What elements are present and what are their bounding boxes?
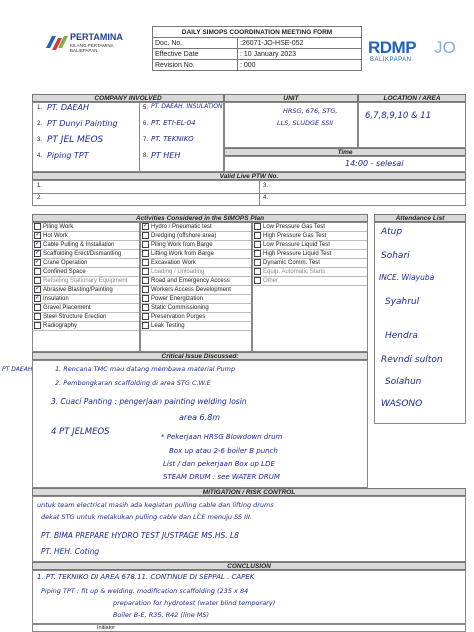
activity-label: Workers Access Development: [151, 287, 231, 294]
checkbox-icon[interactable]: [254, 250, 261, 257]
activity-label: Piling Work: [43, 224, 74, 231]
critical-line: 4 PT JELMEOS: [51, 427, 110, 437]
company-entry: Piping TPT: [47, 151, 89, 160]
activity-label: Hydro / Pneumatic test: [151, 224, 212, 231]
activity-item[interactable]: [141, 304, 251, 313]
checkbox-icon[interactable]: [254, 277, 261, 284]
activity-label: Dynamic Comm. Test: [263, 260, 320, 267]
mitigation-box: [32, 496, 466, 562]
unit-line: LLS, SLUDGE SSII: [277, 119, 334, 127]
activity-label: Crane Operation: [43, 260, 88, 267]
unit-box: [224, 102, 358, 148]
attendance-entry: Hendra: [385, 331, 418, 341]
rdmp-jo: JO: [434, 38, 456, 57]
unit-line: HRSG, 676, STG,: [283, 107, 338, 115]
critical-line: Box up atau 2-6 boiler B punch: [169, 447, 278, 455]
rdmp-logo: [368, 38, 464, 68]
doc-no-label: Doc. No.: [153, 38, 238, 49]
rev-no-value: : 000: [238, 60, 362, 71]
doc-header-table: [152, 26, 362, 71]
activity-label: Loading / Unloading: [151, 269, 205, 276]
checkbox-icon[interactable]: [142, 241, 149, 248]
activity-item[interactable]: [33, 322, 139, 331]
activity-item[interactable]: [141, 322, 251, 331]
activity-label: Radiography: [43, 323, 78, 330]
activity-item[interactable]: [141, 277, 251, 286]
activity-item[interactable]: [33, 277, 139, 286]
activity-item[interactable]: [141, 286, 251, 295]
company-box: [32, 102, 224, 172]
activity-item[interactable]: [253, 232, 367, 241]
conclusion-box: [32, 570, 466, 624]
critical-line: area 6.8m: [179, 413, 221, 422]
checkbox-checked-icon[interactable]: ✓: [35, 295, 41, 301]
company-entry: PT. TEKNIKO: [151, 135, 194, 143]
checkbox-checked-icon[interactable]: ✓: [35, 259, 41, 265]
critical-box: [32, 360, 368, 488]
rdmp-main: RDMP: [368, 38, 417, 57]
activity-item[interactable]: [141, 259, 251, 268]
activity-label: Power Energization: [151, 296, 204, 303]
pertamina-logo-icon: [42, 30, 70, 54]
activity-item[interactable]: [253, 223, 367, 232]
checkbox-checked-icon[interactable]: ✓: [143, 223, 149, 229]
conclusion-line: preparation for hydrotest (water blind temporary): [113, 599, 276, 607]
activity-item[interactable]: [141, 223, 251, 232]
activity-item[interactable]: [253, 268, 367, 277]
company-entry: PT Dunyi Painting: [47, 119, 118, 128]
activity-item[interactable]: [141, 232, 251, 241]
activity-item[interactable]: [33, 304, 139, 313]
location-value: 6,7,8,9,10 & 11: [365, 111, 432, 121]
location-header: LOCATION / AREA: [358, 94, 466, 102]
time-box: [224, 156, 466, 172]
activity-label: Road and Emergency Access: [151, 278, 230, 285]
attendance-entry: Syahrul: [385, 297, 420, 307]
activity-item[interactable]: [33, 286, 139, 295]
activity-item[interactable]: [253, 277, 367, 286]
critical-line: 2. Pembongkaran scaffolding di area STG C.W.E: [55, 379, 211, 387]
eff-date-label: Effective Date: [153, 49, 238, 60]
rev-no-label: Revision No.: [153, 60, 238, 71]
conclusion-line: Boiler B-E, R35, R42 (line MS): [113, 611, 210, 619]
company-num: 1.: [37, 105, 43, 111]
checkbox-checked-icon[interactable]: ✓: [35, 250, 41, 256]
activity-label: Refueling Stationary Equipment: [43, 278, 128, 285]
ptw-num: 3.: [263, 183, 269, 189]
ptw-box: [32, 180, 466, 206]
checkbox-icon[interactable]: [142, 268, 149, 275]
checkbox-checked-icon[interactable]: ✓: [35, 286, 41, 292]
checkbox-icon[interactable]: [142, 232, 149, 239]
activity-item[interactable]: [33, 250, 139, 259]
activity-item[interactable]: [141, 295, 251, 304]
footer-row: [32, 624, 466, 632]
location-box: [358, 102, 466, 148]
activity-item[interactable]: [33, 295, 139, 304]
company-num: 8.: [143, 153, 149, 159]
valid-ptw-header: Valid Live PTW No.: [32, 172, 466, 180]
activity-label: High Pressure Liquid Test: [263, 251, 332, 258]
activity-item[interactable]: [141, 250, 251, 259]
company-entry: PT. ETI-EL-04: [151, 119, 196, 127]
activity-label: Confined Space: [43, 269, 86, 276]
activity-item[interactable]: [33, 259, 139, 268]
conclusion-line: Piping TPT : fit up & welding, modification scaffolding (235 x 84: [41, 587, 249, 595]
attendance-entry: WASONO: [381, 399, 423, 409]
activity-item[interactable]: [253, 250, 367, 259]
activity-label: Cable Pulling & Installation: [43, 242, 115, 249]
initiator-label: Initiator: [97, 625, 116, 631]
activity-item[interactable]: [141, 241, 251, 250]
activity-label: Preservation Purges: [151, 314, 206, 321]
checkbox-icon[interactable]: [142, 259, 149, 266]
activity-label: High Pressure Gas Test: [263, 233, 327, 240]
activity-item[interactable]: [253, 241, 367, 250]
form-title: DAILY SIMOPS COORDINATION MEETING FORM: [153, 27, 362, 38]
activity-label: Low Pressure Gas Test: [263, 224, 325, 231]
company-entry: PT. DAEAH. INSULATION: [151, 103, 223, 110]
checkbox-icon[interactable]: [254, 223, 261, 230]
conclusion-line: 1. PT. TEKNIKO DI AREA 678.11. CONTINUE DI SEPPAL . CAPEK: [37, 573, 255, 581]
activities-col-2: [140, 222, 252, 352]
critical-line: * Pekerjaan HRSG Blowdown drum: [161, 433, 283, 441]
activity-item[interactable]: [141, 313, 251, 322]
activity-label: Lifting Work from Barge: [151, 251, 214, 258]
company-num: 4.: [37, 153, 43, 159]
ptw-num: 2.: [37, 195, 43, 201]
activity-label: Insulation: [43, 296, 69, 303]
eff-date-value: : 10 January 2023: [238, 49, 362, 60]
checkbox-icon[interactable]: [34, 268, 41, 275]
checkbox-icon[interactable]: [34, 223, 41, 230]
activity-item[interactable]: [253, 259, 367, 268]
logo-name: PERTAMINA: [70, 32, 123, 42]
time-header: Time: [224, 148, 466, 156]
logo-sub1: KILANG PERTAMINA: [70, 43, 114, 48]
activity-label: Abrasive Blasting/Painting: [43, 287, 113, 294]
activity-label: Steel Structure Erection: [43, 314, 107, 321]
checkbox-icon[interactable]: [254, 259, 261, 266]
critical-margin-note: PT DAEAH: [2, 366, 33, 373]
activity-item[interactable]: [33, 268, 139, 277]
attendance-entry: INCE. Wiayuba: [379, 273, 435, 282]
mitigation-line: untuk team electrical masih ada kegiatan pulling cable dan lifting drums: [37, 501, 274, 509]
doc-no-value: :26071-JO-HSE-052: [238, 38, 362, 49]
activity-label: Excavation Work: [151, 260, 196, 267]
critical-line: List / dan pekerjaan Box up LDE: [163, 460, 275, 468]
checkbox-checked-icon[interactable]: ✓: [35, 232, 41, 238]
company-num: 2.: [37, 121, 43, 127]
activity-label: Leak Testing: [151, 323, 185, 330]
checkbox-icon[interactable]: [254, 241, 261, 248]
conclusion-header: CONCLUSION: [32, 562, 466, 570]
attendance-entry: Sohari: [381, 251, 410, 261]
company-entry: PT. DAEAH: [47, 103, 90, 112]
checkbox-icon[interactable]: [142, 313, 149, 320]
attendance-entry: Atup: [381, 227, 403, 237]
checkbox-icon[interactable]: [142, 304, 149, 311]
checkbox-icon[interactable]: [142, 277, 149, 284]
logo-sub2: BALIKPAPAN: [70, 48, 98, 53]
activity-label: Low Pressure Liquid Test: [263, 242, 330, 249]
mitigation-line: PT. BIMA PREPARE HYDRO TEST JUSTPAGE MS.HS. L8: [41, 531, 239, 540]
activities-col-3: [252, 222, 368, 352]
activity-item[interactable]: [33, 313, 139, 322]
company-num: 6.: [143, 121, 149, 127]
attendance-header: Attendance List: [374, 214, 466, 222]
mitigation-line: PT. HEH. Coting: [41, 547, 100, 556]
company-entry: PT JEL MEOS: [47, 135, 104, 145]
company-num: 3.: [37, 137, 43, 143]
critical-line: 1. Rencana TMC mau datang membawa material Pump: [55, 365, 236, 373]
critical-issue-header: Critical Issue Discussed:: [32, 352, 368, 360]
activity-label: Dredging (offshore area): [151, 233, 217, 240]
unit-header: UNIT: [224, 94, 358, 102]
activity-label: Static Commissioning: [151, 305, 209, 312]
pertamina-logo: [42, 26, 152, 66]
activities-col-1: [32, 222, 140, 352]
activity-label: Hot Work: [43, 233, 68, 240]
mitigation-line: dekat STG untuk melakukan pulling cable dan LCE menuju SS III.: [41, 513, 252, 521]
activity-item[interactable]: [141, 268, 251, 277]
activity-item[interactable]: [33, 223, 139, 232]
attendance-entry: Solahun: [385, 377, 422, 387]
checkbox-icon[interactable]: [254, 232, 261, 239]
activity-item[interactable]: [33, 232, 139, 241]
checkbox-icon[interactable]: [142, 250, 149, 257]
attendance-entry: Revndi sulton: [381, 355, 443, 365]
ptw-num: 1.: [37, 183, 43, 189]
attendance-box: [374, 222, 466, 424]
critical-line: STEAM DRUM : see WATER DRUM: [163, 473, 280, 481]
company-num: 5.: [143, 105, 149, 111]
rdmp-sub: BALIKPAPAN: [370, 57, 412, 63]
activity-label: Other: [263, 278, 279, 285]
checkbox-checked-icon[interactable]: ✓: [35, 241, 41, 247]
checkbox-icon[interactable]: [34, 313, 41, 320]
company-involved-header: COMPANY INVOLVED: [32, 94, 224, 102]
checkbox-icon[interactable]: [142, 295, 149, 302]
checkbox-icon[interactable]: [142, 286, 149, 293]
time-value: 14:00 - selesai: [345, 159, 404, 168]
simops-form: [2, 18, 466, 632]
critical-line: 3. Cuaci Panting : pengerjaan painting welding losin: [51, 397, 247, 406]
activity-label: Scaffolding Erect/Dismantling: [43, 251, 122, 258]
activity-label: Equip. Automatic Starts: [263, 269, 326, 276]
mitigation-header: MITIGATION / RISK CONTROL: [32, 488, 466, 496]
activity-label: Piling Work from Barge: [151, 242, 213, 249]
checkbox-icon[interactable]: [34, 304, 41, 311]
activity-label: Gravel Placement: [43, 305, 91, 312]
activity-item[interactable]: [33, 241, 139, 250]
checkbox-icon[interactable]: [254, 268, 261, 275]
ptw-num: 4.: [263, 195, 269, 201]
checkbox-icon[interactable]: [34, 322, 41, 329]
checkbox-icon[interactable]: [142, 322, 149, 329]
activities-header: Activities Considered in the SIMOPS Plan: [32, 214, 368, 222]
checkbox-icon[interactable]: [34, 277, 41, 284]
company-entry: PT HEH: [151, 151, 181, 160]
company-num: 7.: [143, 137, 149, 143]
